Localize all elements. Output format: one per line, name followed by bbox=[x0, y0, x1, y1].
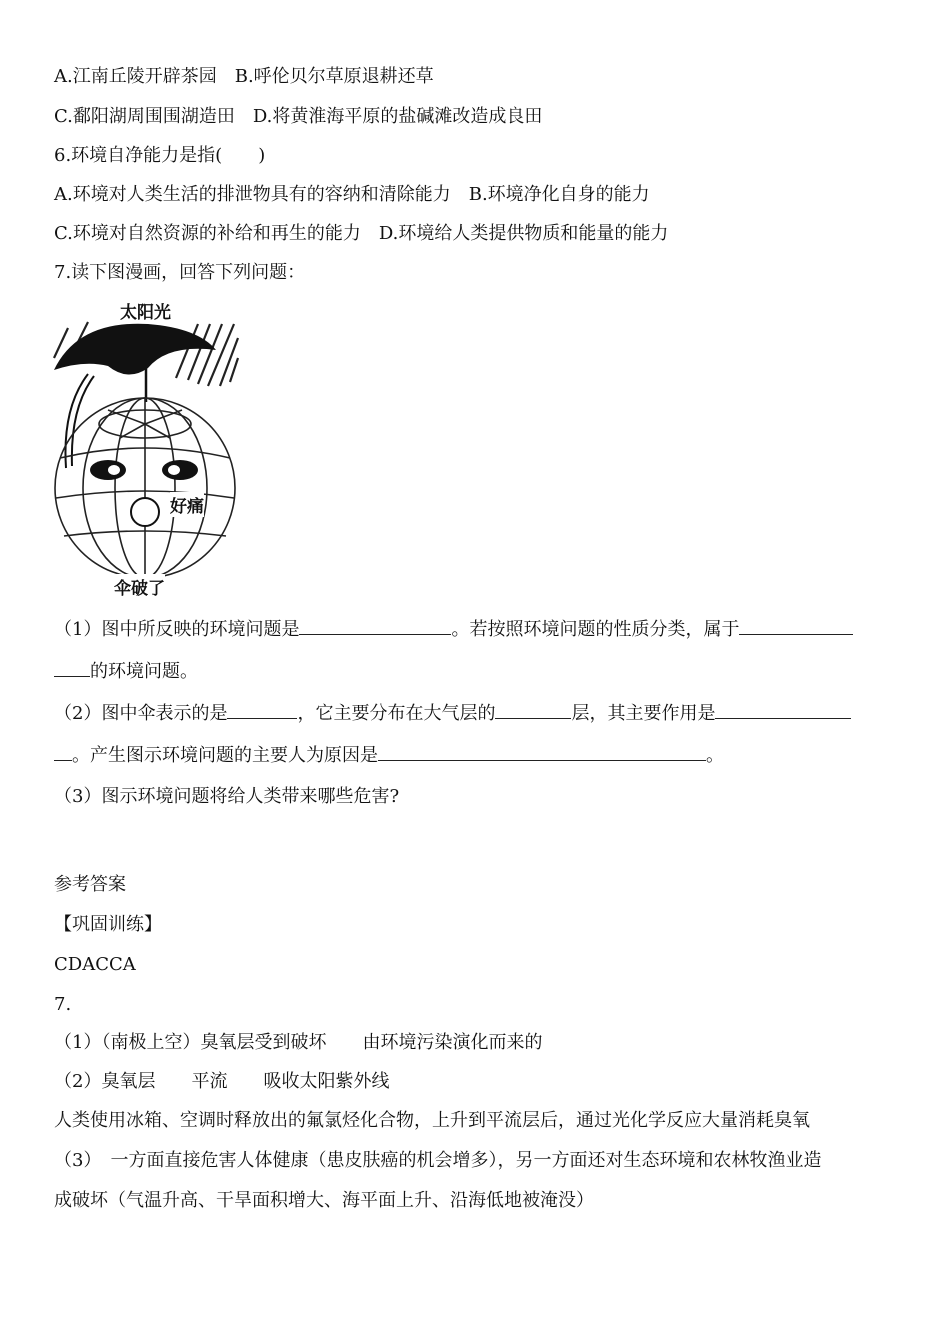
q6-option-a: A.环境对人类生活的排泄物具有的容纳和清除能力 bbox=[54, 184, 451, 205]
answer-blank[interactable] bbox=[715, 700, 851, 719]
answer-blank[interactable] bbox=[378, 742, 706, 761]
answer-blank[interactable] bbox=[54, 658, 90, 677]
q7-part1-text-b: 。若按照环境问题的性质分类，属于 bbox=[451, 619, 740, 640]
q5-option-a: A.江南丘陵开辟茶园 bbox=[54, 66, 217, 87]
q6-options-row-2 bbox=[54, 221, 668, 247]
q5-option-b: B.呼伦贝尔草原退耕还草 bbox=[234, 66, 434, 87]
answer-blank[interactable] bbox=[54, 742, 72, 761]
answer-blank[interactable] bbox=[299, 616, 451, 635]
sunlight-label: 太阳光 bbox=[120, 303, 171, 323]
q7-part2-line1 bbox=[54, 700, 851, 727]
answers-choices: CDACCA bbox=[54, 954, 136, 975]
q7-part1-line2 bbox=[54, 658, 198, 685]
q7-part2-text-c: 层，其主要作用是 bbox=[571, 703, 716, 724]
speech-label: 好痛 bbox=[170, 492, 204, 517]
answers-q7-number: 7. bbox=[54, 994, 72, 1015]
answer-part3-continued: 成破坏（气温升高、干旱面积增大、海平面上升、沿海低地被淹没） bbox=[54, 1190, 594, 1211]
q6-option-c: C.环境对自然资源的补给和再生的能力 bbox=[54, 223, 361, 244]
q6-option-d: D.环境给人类提供物质和能量的能力 bbox=[378, 223, 669, 244]
answer-blank[interactable] bbox=[227, 700, 297, 719]
q7-part2-text-b: ，它主要分布在大气层的 bbox=[297, 703, 496, 724]
answers-section-title: 【巩固训练】 bbox=[54, 914, 162, 935]
answer-blank[interactable] bbox=[495, 700, 571, 719]
answer-blank[interactable] bbox=[739, 616, 853, 635]
q6-option-b: B.环境净化自身的能力 bbox=[468, 184, 650, 205]
q5-option-d: D.将黄淮海平原的盐碱滩改造成良田 bbox=[252, 106, 543, 127]
ozone-cartoon-figure bbox=[48, 298, 242, 598]
q7-part2-text-a: （2）图中伞表示的是 bbox=[54, 703, 228, 724]
q7-part2-text-d: 。产生图示环境问题的主要人为原因是 bbox=[72, 745, 378, 766]
q7-part3: （3）图示环境问题将给人类带来哪些危害? bbox=[54, 786, 400, 807]
q6-options-row-1 bbox=[54, 182, 650, 208]
q7-part2-text-e: 。 bbox=[706, 745, 724, 766]
q7-part1-line1 bbox=[54, 616, 853, 643]
umbrella-canopy bbox=[54, 324, 216, 375]
umbrella-broken-label: 伞破了 bbox=[114, 574, 165, 599]
answers-heading: 参考答案 bbox=[54, 874, 126, 895]
q5-option-c: C.鄱阳湖周围围湖造田 bbox=[54, 106, 235, 127]
q7-part1-text-c: 的环境问题。 bbox=[90, 661, 198, 682]
answer-part2-continued: 人类使用冰箱、空调时释放出的氟氯烃化合物，上升到平流层后，通过光化学反应大量消耗臭氧 bbox=[54, 1110, 810, 1131]
q5-options-row-2 bbox=[54, 104, 542, 130]
q7-stem: 7.读下图漫画，回答下列问题： bbox=[54, 262, 306, 283]
answer-part2: （2）臭氧层 平流 吸收太阳紫外线 bbox=[54, 1071, 390, 1092]
answer-part1: （1）（南极上空）臭氧层受到破坏 由环境污染演化而来的 bbox=[54, 1032, 543, 1053]
earth-globe bbox=[55, 398, 235, 578]
ozone-cartoon-drawing bbox=[48, 298, 242, 598]
q7-part2-line2 bbox=[54, 742, 724, 769]
answer-part3: （3） 一方面直接危害人体健康（患皮肤癌的机会增多），另一方面还对生态环境和农林牧渔业造 bbox=[54, 1150, 822, 1171]
q7-part1-text-a: （1）图中所反映的环境问题是 bbox=[54, 619, 300, 640]
q5-options-row-1 bbox=[54, 64, 434, 90]
mouth bbox=[131, 498, 159, 526]
q6-stem: 6.环境自净能力是指( ) bbox=[54, 145, 266, 166]
